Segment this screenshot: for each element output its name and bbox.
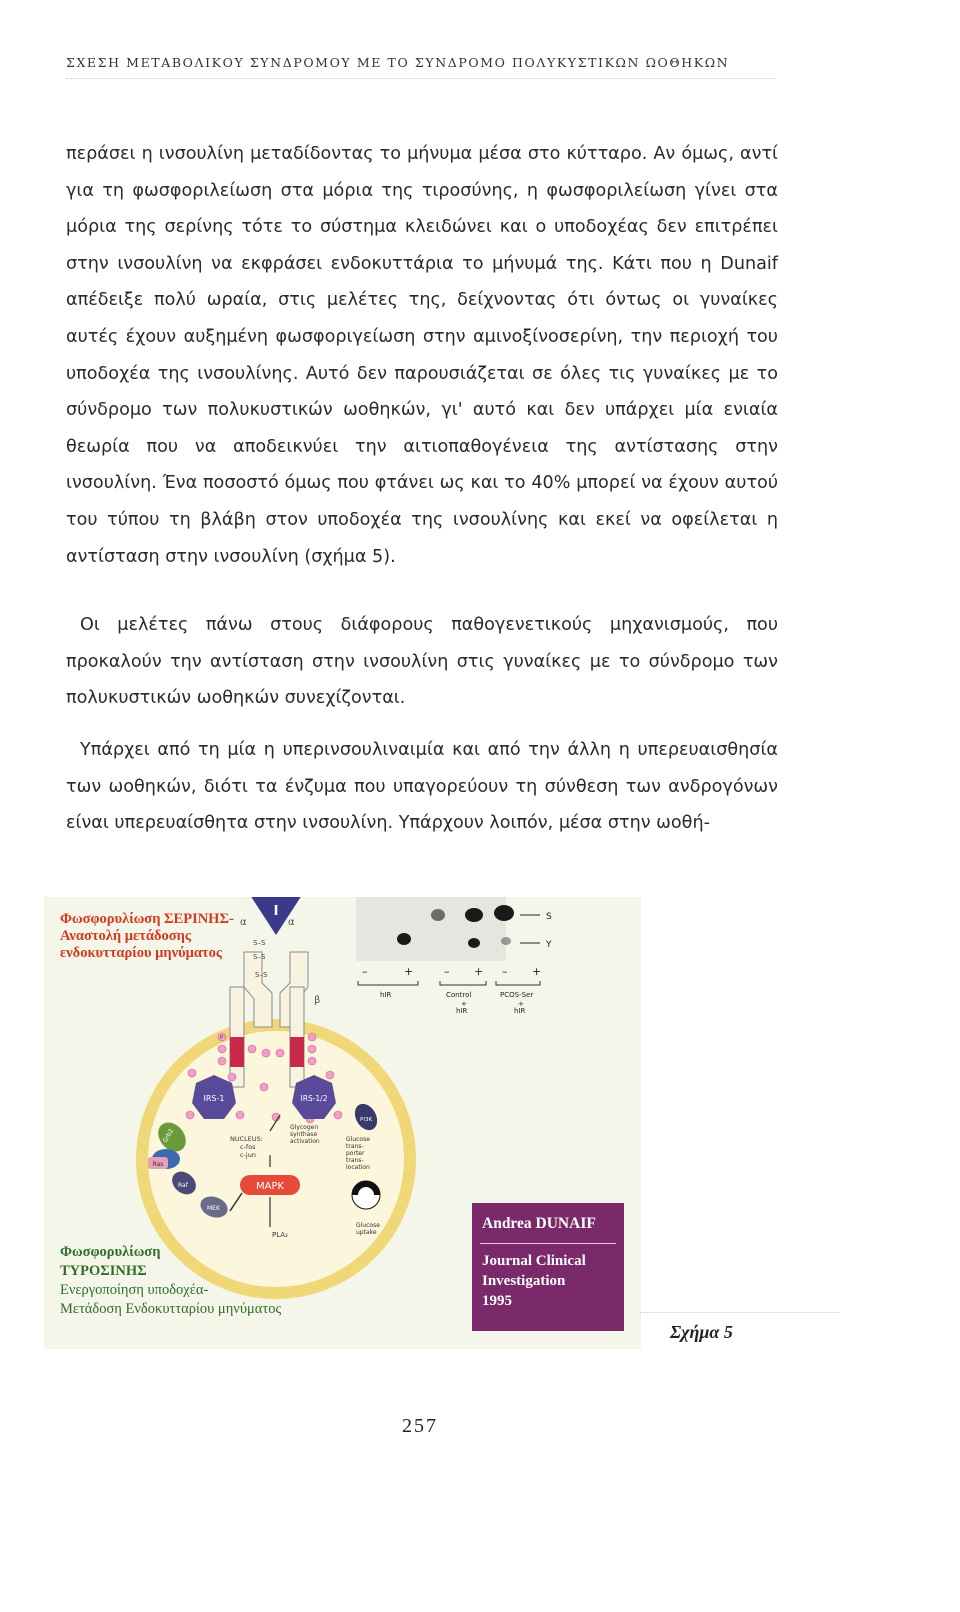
mek-label: MEK (207, 1205, 220, 1212)
tyrosine-label-line-3: Ενεργοποίηση υποδοχέα- (60, 1282, 209, 1298)
page-number: 257 (402, 1415, 438, 1437)
blot-plus-2: + (518, 1000, 524, 1008)
glut-label-4: trans- (346, 1157, 364, 1164)
credit-journal (482, 1251, 586, 1311)
glycogen-label-3: activation (290, 1138, 320, 1145)
cjun-label: c-jun (240, 1151, 256, 1159)
serine-label-line-2: Αναστολή μετάδοσης (60, 928, 191, 944)
grb2-label: Grb2 (161, 1127, 176, 1144)
western-blot (356, 897, 506, 961)
ras-label: Ras (152, 1161, 164, 1168)
kinase-domain-right (290, 1037, 304, 1067)
beta-right-label: β (314, 995, 321, 1006)
blot-sign-4: + (474, 965, 484, 978)
glycogen-label-1: Glycogen (290, 1124, 319, 1131)
blot-sign-1: – (362, 965, 368, 978)
tyrosine-label-line-1: Φωσφορυλίωση (60, 1244, 161, 1260)
credit-author: Andrea DUNAIF (482, 1215, 596, 1232)
glut-label-2: trans- (346, 1143, 364, 1150)
tyrosine-phosphorylation-label (60, 1243, 281, 1319)
blot-hir-2: hIR (514, 1007, 526, 1015)
mapk-label: MAPK (255, 1181, 285, 1192)
serine-phosphorylation-label (60, 911, 234, 962)
credit-journal-line-2: Investigation (482, 1273, 566, 1289)
header-rule (66, 78, 776, 79)
blot-group-hir: hIR (380, 991, 392, 999)
figure-5 (44, 897, 641, 1349)
figure-caption: Σχήμα 5 (670, 1322, 733, 1342)
ss-bond-2: S–S (253, 953, 266, 961)
credit-divider (480, 1243, 616, 1244)
blot-plus-1: + (461, 1000, 467, 1008)
blot-brackets (358, 981, 540, 985)
insulin-label: I (273, 904, 279, 919)
serine-label-line-3: ενδοκυτταρίου μηνύματος (60, 945, 222, 961)
blot-sign-6: + (532, 965, 542, 978)
author-credit-box (472, 1203, 624, 1331)
pla2-label: PLA₂ (272, 1231, 288, 1239)
blot-y-label: Y (546, 940, 552, 950)
irs12-label: IRS-1/2 (300, 1094, 328, 1103)
blot-sign-5: – (502, 965, 508, 978)
glucose-uptake-label-1: Glucose (356, 1222, 380, 1229)
pi3k-label: PI3K (360, 1117, 373, 1123)
blot-group-control: Control (446, 991, 472, 999)
paragraph-3: Υπάρχει από τη μία η υπερινσουλιναιμία και από την άλλη η υπερευαισθησία των ωοθηκών, διότι τα ένζυμα που υπαγορεύουν τη σύνθεση των ανδρογόνων είναι υπερευαίσθητα στην ινσουλίνη. Υπάρχουν λοιπόν, μέσα στην ωοθή- (66, 740, 778, 834)
blot-group-pcos: PCOS-Ser (500, 991, 534, 999)
credit-journal-line-1: Journal Clinical (482, 1253, 586, 1269)
blot-hir-1: hIR (456, 1007, 468, 1015)
cfos-label: c-fos (240, 1143, 256, 1151)
glucose-uptake-label-2: uptake (356, 1229, 377, 1236)
glycogen-label-2: synthase (290, 1131, 318, 1138)
serine-label-line-1: Φωσφορυλίωση ΣΕΡΙΝΗΣ- (60, 911, 234, 927)
glut-label-3: porter (346, 1150, 365, 1157)
alpha-left-label: α (240, 917, 247, 928)
running-head: ΣΧΕΣΗ ΜΕΤΑΒΟΛΙΚΟΥ ΣΥΝΔΡΟΜΟΥ ΜΕ ΤΟ ΣΥΝΔΡΟΜΟ ΠΟΛΥΚΥΣΤΙΚΩΝ ΩΟΘΗΚΩΝ (66, 55, 730, 70)
tyrosine-label-line-4: Μετάδοση Ενδοκυτταρίου μηνύματος (60, 1301, 282, 1317)
credit-journal-year: 1995 (482, 1293, 512, 1309)
ss-bond-3: S–S (255, 971, 268, 979)
ss-bond-1: S–S (253, 939, 266, 947)
glut-label-5: location (346, 1164, 370, 1171)
kinase-domain-left (230, 1037, 244, 1067)
blot-sign-2: + (404, 965, 414, 978)
alpha-right-label: α (288, 917, 295, 928)
paragraph-1: περάσει η ινσουλίνη μεταδίδοντας το μήνυμα μέσα στο κύτταρο. Αν όμως, αντί για τη φωσφοριλείωση στα μόρια της τιροσύνης, η φωσφοριλείωση γίνει στα μόρια της σερίνης τότε το σύστημα κλειδώνει και ο υποδοχέας δεν επιτρέπει στην ινσουλίνη να εκφράσει ενδοκυττάρια το μήνυμά της. Κάτι που η Dunaif απέδειξε πολύ ωραία, στις μελέτες της, δείχνοντας ότι όντως οι γυναίκες αυτές έχουν αυξημένη φωσφοριγείωση στην αμινοξίνοσερίνη, την περιοχή του υποδοχέα της ινσουλίνης. Αυτό δεν παρουσιάζεται σε όλες τις γυναίκες με το σύνδρομο των πολυκυστικών ωοθηκών, γι' αυτό και δεν υπάρχει μία ενιαία θεωρία που να αποδεικνύει την αιτιοπαθογένεια της αντίστασης στην ινσουλίνη. Ένα ποσοστό όμως που φτάνει ως και το 40% μπορεί να έχουν αυτού του τύπου τη βλάβη στον υποδοχέα της ινσουλίνης και εκεί να οφείλεται η αντίσταση στην ινσουλίνη (σχήμα 5). (66, 144, 778, 567)
nucleus-label: NUCLEUS: (230, 1135, 263, 1143)
paragraph-2: Οι μελέτες πάνω στους διάφορους παθογενετικούς μηχανισμούς, που προκαλούν την αντίσταση στην ινσουλίνη στις γυναίκες με το σύνδρομο των πολυκυστικών ωοθηκών συνεχίζονται. (66, 615, 778, 709)
blot-s-label: S (546, 912, 552, 922)
phosphate-label: P (220, 1035, 224, 1041)
tyrosine-label-line-2: ΤΥΡΟΣΙΝΗΣ (60, 1263, 147, 1279)
alpha-subunit-left (244, 952, 272, 1027)
glut-label-1: Glucose (346, 1136, 370, 1143)
raf-label: Raf (178, 1182, 188, 1189)
irs1-label: IRS-1 (203, 1094, 225, 1103)
blot-sign-3: – (444, 965, 450, 978)
caption-rule (640, 1312, 840, 1313)
